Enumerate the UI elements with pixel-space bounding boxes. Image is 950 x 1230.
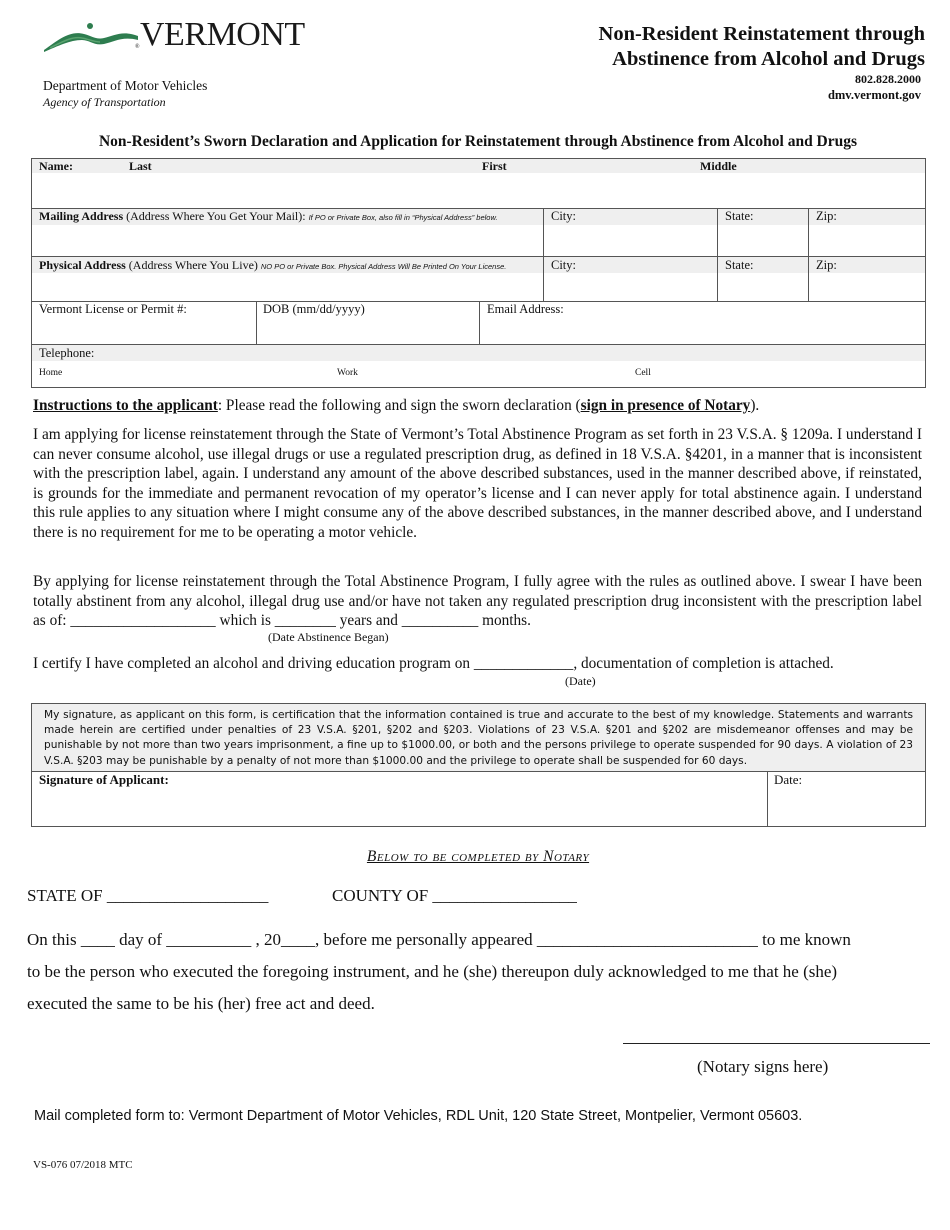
physical-zip-label: Zip: [816,258,837,272]
mailing-title: Mailing Address [39,209,124,223]
license-label: Vermont License or Permit #: [39,302,187,316]
form-heading: Non-Resident’s Sworn Declaration and Application for Reinstatement through Abstinence from Alcohol and Drugs [98,133,858,150]
work-phone-label: Work [337,368,358,378]
title-line-1: Non-Resident Reinstatement through [598,23,925,45]
mountain-logo-icon [40,20,140,54]
physical-note: NO PO or Private Box. Physical Address Will Be Printed On Your License. [260,262,507,271]
certification-box [31,703,926,827]
date-caption: (Date) [565,674,596,688]
department-name: Department of Motor Vehicles [43,78,208,93]
notary-line-3: executed the same to be his (her) free act and deed. [27,994,375,1013]
mailing-zip-input[interactable] [809,225,925,256]
telephone-input[interactable] [32,361,925,387]
instructions-emphasis: sign in presence of Notary [580,397,751,414]
email-input[interactable] [480,319,925,344]
name-label-row [32,159,925,173]
name-label: Name: [39,159,73,173]
mailing-address-label [39,209,498,224]
mailing-zip-label: Zip: [816,209,837,223]
middle-label: Middle [700,159,737,173]
mailing-address-input[interactable] [32,225,543,256]
applicant-info-table [31,158,926,388]
logo-dot: ® [135,44,140,50]
instructions-end: ). [750,397,760,414]
mail-to-instructions: Mail completed form to: Vermont Department of Motor Vehicles, RDL Unit, 120 State Street, Montpelier, Vermont 05603. [34,1108,803,1124]
physical-address-input[interactable] [32,273,543,301]
mailing-state-input[interactable] [718,225,808,256]
county-of-line: COUNTY OF _________________ [332,886,577,905]
state-of-line: STATE OF ___________________ [27,886,269,905]
first-label: First [482,159,507,173]
date-abstinence-caption: (Date Abstinence Began) [268,630,389,644]
notary-signs-here: (Notary signs here) [697,1057,829,1076]
physical-title: Physical Address [39,258,126,272]
certification-text: My signature, as applicant on this form, is certification that the information contained is true and accurate to the best of my knowledge. Statements and warrants made herein are certified under penalties of 23 V.S.A. §201, §202 and §203. Violations of 23 V.S.A. §201 and §202 are misdemeanor offenses and may be punishable by not more than two years imprisonment, a fine up to $1000.00, or both and the persons privilege to operate suspended for 90 days. A violation of 23 V.S.A. §203 may be punishable by a penalty of not more than $1000.00 and the privilege to operate shall be suspended for 60 days. [32,704,925,771]
signature-date-label: Date: [774,772,803,787]
mailing-desc: (Address Where You Get Your Mail): [126,209,306,223]
physical-zip-input[interactable] [809,273,925,301]
document-title [505,22,925,72]
signature-date-input[interactable] [768,788,925,826]
mailing-state-label: State: [725,209,754,223]
declaration-paragraph-3: I certify I have completed an alcohol and driving education program on _____________, documentation of completion is attached. [33,655,834,672]
phone-number: 802.828.2000 [855,72,921,86]
notary-section-title: Below to be completed by Notary [366,848,590,865]
notary-line-2: to be the person who executed the foregoing instrument, and he (she) thereupon duly acknowledged to me that he (she) [27,962,838,981]
notary-line-1: On this ____ day of __________ , 20____, before me personally appeared __________________________ to me known [27,930,851,949]
dob-input[interactable] [257,319,479,344]
dob-label: DOB (mm/dd/yyyy) [263,302,365,316]
title-line-2: Abstinence from Alcohol and Drugs [612,48,925,70]
instructions-text: : Please read the following and sign the sworn declaration ( [217,397,581,414]
instructions [33,397,759,415]
signature-label: Signature of Applicant: [39,772,169,787]
last-label: Last [129,159,152,173]
declaration-paragraph-1: I am applying for license reinstatement through the State of Vermont’s Total Abstinence Program as set forth in 23 V.S.A. § 1209a. I understand I can never consume alcohol, use illegal drugs or use a regulated prescription drug, as defined in 18 V.S.A. §4201, in a manner that is inconsistent with the prescription label, again. I understand any amount of the above described substances, used in the manner described above, if reinstated, is grounds for the immediate and permanent revocation of my operator’s license and I can never apply for total abstinence again. I understand this rule applies to any situation where I might consume any of the above described substances, in the manner described above, and I understand there is no requirement for me to be operating a motor vehicle. [33,426,922,541]
instructions-label: Instructions to the applicant [33,397,218,414]
logo-text: VERMONT [140,16,305,53]
physical-desc: (Address Where You Live) [128,258,258,272]
physical-state-input[interactable] [718,273,808,301]
license-input[interactable] [32,319,256,344]
physical-city-label: City: [551,258,577,272]
telephone-label: Telephone: [39,346,95,360]
physical-city-input[interactable] [544,273,717,301]
mailing-city-input[interactable] [544,225,717,256]
telephone-label-row [32,345,925,361]
home-phone-label: Home [39,368,63,378]
email-label: Email Address: [487,302,564,316]
mailing-city-label: City: [551,209,577,223]
notary-signature-line[interactable] [623,1043,930,1044]
name-input[interactable] [32,173,925,208]
mailing-note: If PO or Private Box, also fill in “Physical Address” below. [308,213,498,222]
form-number: VS-076 07/2018 MTC [33,1159,133,1171]
signature-input[interactable] [32,772,767,826]
agency-name: Agency of Transportation [43,95,166,109]
declaration-paragraph-2: By applying for license reinstatement through the Total Abstinence Program, I fully agree with the rules as outlined above. I swear I have been totally abstinent from any alcohol, illegal drug use and/or have not taken any regulated prescription drug inconsistent with the prescription label as of: ___________________ which is ________ years and __________ months. [33,573,922,630]
website[interactable]: dmv.vermont.gov [827,88,921,102]
physical-address-label [39,258,506,273]
physical-state-label: State: [725,258,754,272]
cell-phone-label: Cell [635,368,651,378]
